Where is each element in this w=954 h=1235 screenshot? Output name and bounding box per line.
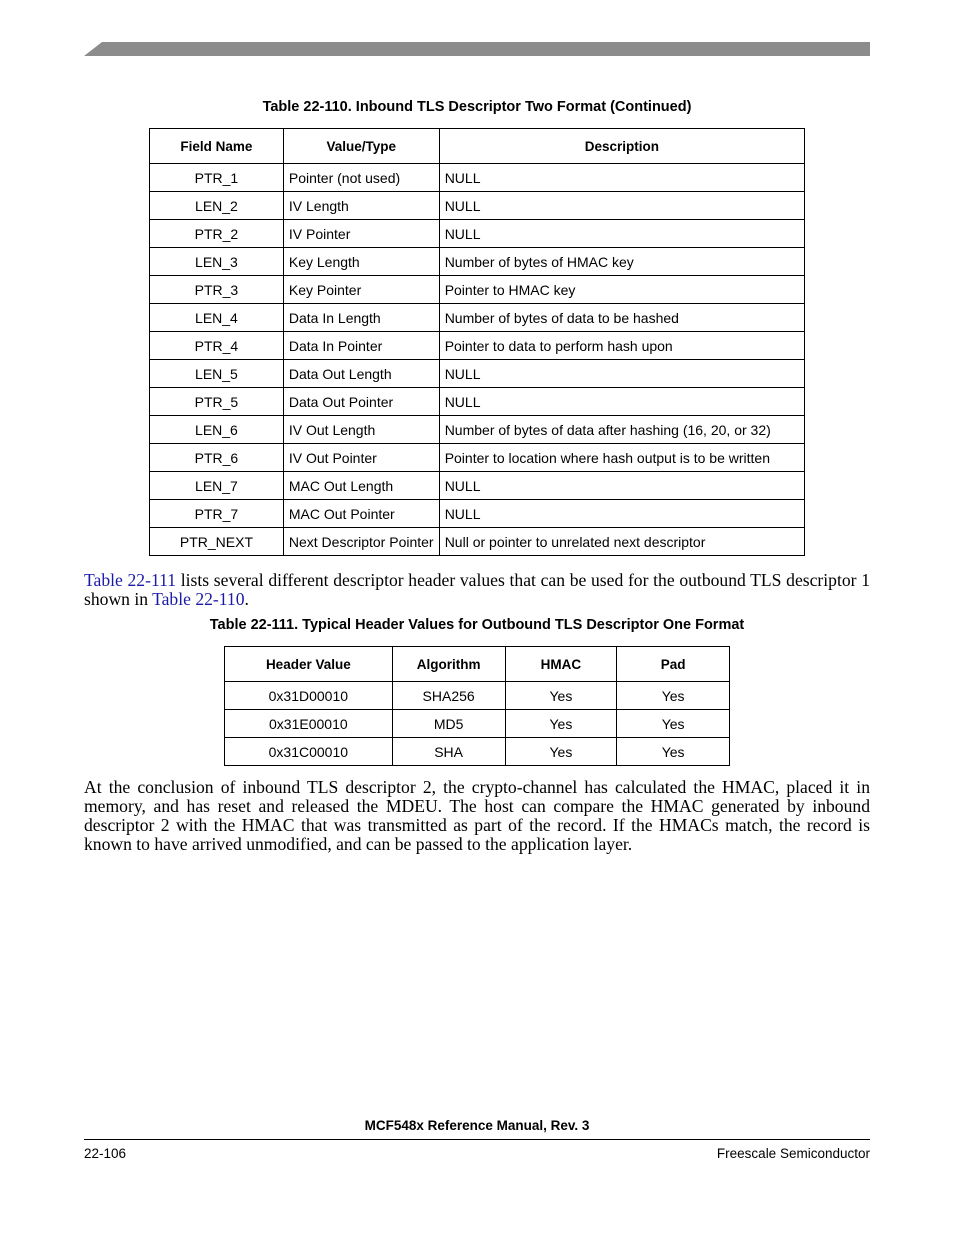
table-cell: NULL bbox=[439, 164, 804, 192]
table-cell: Pointer (not used) bbox=[283, 164, 439, 192]
table-cell: Number of bytes of data after hashing (16, 20, or 32) bbox=[439, 416, 804, 444]
table-cell: Yes bbox=[505, 682, 617, 710]
table-cell: Key Length bbox=[283, 248, 439, 276]
table-cell: IV Pointer bbox=[283, 220, 439, 248]
table-cell: Data Out Length bbox=[283, 360, 439, 388]
column-header: Pad bbox=[617, 647, 730, 682]
table-cell: PTR_3 bbox=[150, 276, 284, 304]
table-row bbox=[225, 710, 730, 738]
table-cell: LEN_3 bbox=[150, 248, 284, 276]
table-cell: Pointer to HMAC key bbox=[439, 276, 804, 304]
table-cell: NULL bbox=[439, 220, 804, 248]
table-cell: LEN_4 bbox=[150, 304, 284, 332]
table-110-caption: Table 22-110. Inbound TLS Descriptor Two Format (Continued) bbox=[262, 99, 692, 115]
table-row bbox=[225, 682, 730, 710]
table-cell: Yes bbox=[505, 738, 617, 766]
footer-rule bbox=[84, 1139, 870, 1140]
footer-company: Freescale Semiconductor bbox=[716, 1146, 870, 1161]
table-cell: Number of bytes of data to be hashed bbox=[439, 304, 804, 332]
table-111-caption: Table 22-111. Typical Header Values for Outbound TLS Descriptor One Format bbox=[209, 617, 745, 633]
table-111-link[interactable]: Table 22-111 bbox=[84, 570, 177, 590]
table-row bbox=[150, 248, 805, 276]
table-row bbox=[150, 276, 805, 304]
paragraph-text: lists several different descriptor header values that can be used for the outbound TLS descriptor 1 shown in bbox=[84, 570, 870, 609]
header-bar bbox=[84, 42, 870, 56]
column-header: Description bbox=[439, 129, 804, 164]
table-111 bbox=[224, 646, 730, 766]
table-cell: MAC Out Length bbox=[283, 472, 439, 500]
table-cell: PTR_2 bbox=[150, 220, 284, 248]
table-cell: NULL bbox=[439, 360, 804, 388]
table-cell: LEN_5 bbox=[150, 360, 284, 388]
table-cell: PTR_5 bbox=[150, 388, 284, 416]
table-cell: 0x31C00010 bbox=[225, 738, 393, 766]
table-cell: 0x31E00010 bbox=[225, 710, 393, 738]
table-110-link[interactable]: Table 22-110 bbox=[152, 589, 245, 609]
table-cell: PTR_NEXT bbox=[150, 528, 284, 556]
column-header: Header Value bbox=[225, 647, 393, 682]
table-cell: LEN_7 bbox=[150, 472, 284, 500]
table-cell: NULL bbox=[439, 472, 804, 500]
table-cell: PTR_4 bbox=[150, 332, 284, 360]
column-header: Algorithm bbox=[392, 647, 505, 682]
table-cell: SHA bbox=[392, 738, 505, 766]
table-cell: MAC Out Pointer bbox=[283, 500, 439, 528]
table-cell: SHA256 bbox=[392, 682, 505, 710]
table-row bbox=[150, 332, 805, 360]
table-cell: Data In Pointer bbox=[283, 332, 439, 360]
table-cell: PTR_1 bbox=[150, 164, 284, 192]
table-row bbox=[150, 164, 805, 192]
table-header-row bbox=[150, 129, 805, 164]
table-cell: IV Out Pointer bbox=[283, 444, 439, 472]
table-cell: LEN_2 bbox=[150, 192, 284, 220]
paragraph-conclusion: At the conclusion of inbound TLS descriptor 2, the crypto-channel has calculated the HMAC, placed it in memory, and has reset and released the MDEU. The host can compare the HMAC generated by inbound descriptor 2 with the HMAC that was transmitted as part of the record. If the HMACs match, the record is known to have arrived unmodified, and can be passed to the application layer. bbox=[84, 777, 870, 854]
table-cell: NULL bbox=[439, 192, 804, 220]
table-row bbox=[150, 304, 805, 332]
table-row bbox=[150, 192, 805, 220]
paragraph-intro bbox=[84, 571, 870, 609]
table-111-body bbox=[225, 682, 730, 766]
table-cell: 0x31D00010 bbox=[225, 682, 393, 710]
table-cell: Data In Length bbox=[283, 304, 439, 332]
table-cell: PTR_7 bbox=[150, 500, 284, 528]
table-cell: IV Out Length bbox=[283, 416, 439, 444]
table-row bbox=[150, 444, 805, 472]
table-cell: Yes bbox=[505, 710, 617, 738]
table-cell: Yes bbox=[617, 682, 730, 710]
table-cell: NULL bbox=[439, 388, 804, 416]
table-cell: Pointer to location where hash output is to be written bbox=[439, 444, 804, 472]
table-cell: Yes bbox=[617, 738, 730, 766]
table-cell: NULL bbox=[439, 500, 804, 528]
table-cell: IV Length bbox=[283, 192, 439, 220]
column-header: HMAC bbox=[505, 647, 617, 682]
table-cell: MD5 bbox=[392, 710, 505, 738]
table-row bbox=[150, 220, 805, 248]
table-row bbox=[150, 388, 805, 416]
table-cell: Pointer to data to perform hash upon bbox=[439, 332, 804, 360]
table-header-row bbox=[225, 647, 730, 682]
table-110-body bbox=[150, 164, 805, 556]
table-row bbox=[225, 738, 730, 766]
table-row bbox=[150, 416, 805, 444]
table-110 bbox=[149, 128, 805, 556]
table-row bbox=[150, 528, 805, 556]
table-row bbox=[150, 500, 805, 528]
table-cell: Yes bbox=[617, 710, 730, 738]
table-cell: Next Descriptor Pointer bbox=[283, 528, 439, 556]
column-header: Field Name bbox=[150, 129, 284, 164]
table-cell: Null or pointer to unrelated next descriptor bbox=[439, 528, 804, 556]
footer-title: MCF548x Reference Manual, Rev. 3 bbox=[364, 1118, 590, 1133]
table-cell: Number of bytes of HMAC key bbox=[439, 248, 804, 276]
table-cell: LEN_6 bbox=[150, 416, 284, 444]
table-cell: PTR_6 bbox=[150, 444, 284, 472]
table-row bbox=[150, 360, 805, 388]
column-header: Value/Type bbox=[283, 129, 439, 164]
table-cell: Key Pointer bbox=[283, 276, 439, 304]
table-row bbox=[150, 472, 805, 500]
page-number: 22-106 bbox=[84, 1146, 127, 1161]
table-cell: Data Out Pointer bbox=[283, 388, 439, 416]
paragraph-text: . bbox=[244, 589, 249, 609]
